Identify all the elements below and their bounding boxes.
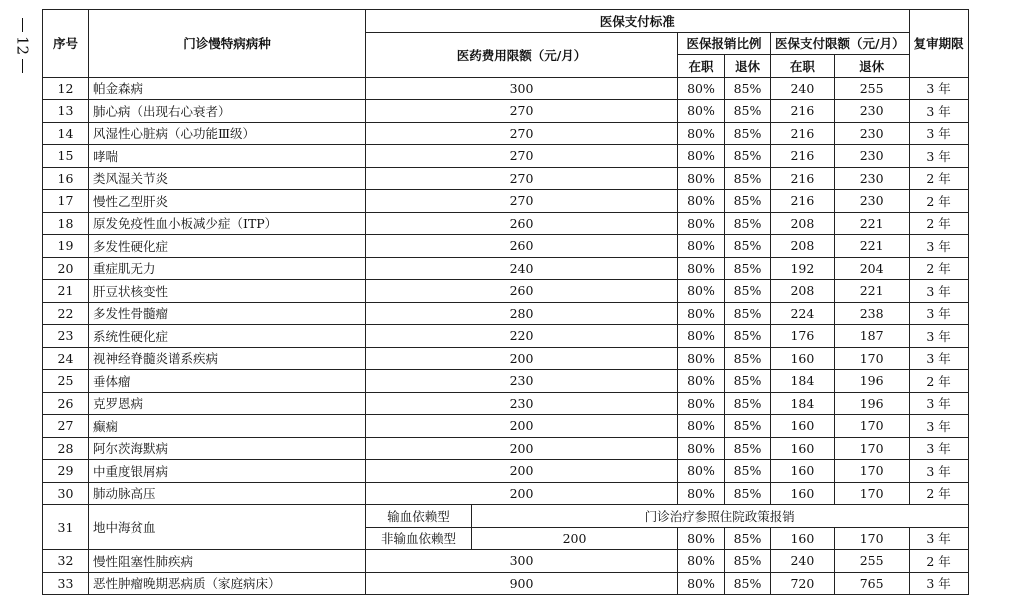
cell-ratio-retired: 85%	[725, 572, 771, 595]
cell-pay-employed: 160	[771, 415, 835, 438]
cell-ratio-employed: 80%	[678, 212, 725, 235]
cell-ratio-retired: 85%	[725, 100, 771, 123]
page-number-dash-bottom	[22, 59, 23, 73]
cell-ratio-employed: 80%	[678, 100, 725, 123]
header-pay-retired: 退休	[834, 55, 909, 78]
cell-pay-retired: 765	[834, 572, 909, 595]
table-row	[43, 257, 969, 280]
cell-pay-retired: 230	[834, 167, 909, 190]
cell-ratio-employed: 80%	[678, 415, 725, 438]
header-review: 复审期限	[909, 10, 968, 78]
cell-review: 2 年	[909, 257, 968, 280]
cell-seq: 24	[43, 347, 89, 370]
header-disease: 门诊慢特病病种	[89, 10, 366, 78]
cell-ratio-employed: 80%	[678, 482, 725, 505]
header-pay-employed: 在职	[771, 55, 835, 78]
cell-limit: 200	[366, 415, 678, 438]
cell-limit: 300	[366, 550, 678, 573]
cell-limit: 270	[366, 100, 678, 123]
cell-ratio-employed: 80%	[678, 460, 725, 483]
cell-pay-retired: 170	[834, 347, 909, 370]
cell-review: 3 年	[909, 145, 968, 168]
cell-ratio-employed: 80%	[678, 167, 725, 190]
header-pay-limit: 医保支付限额（元/月）	[771, 32, 910, 55]
cell-review: 3 年	[909, 100, 968, 123]
cell-seq: 23	[43, 325, 89, 348]
cell-pay-employed: 184	[771, 370, 835, 393]
cell-seq: 25	[43, 370, 89, 393]
cell-pay-retired: 230	[834, 100, 909, 123]
cell-ratio-retired: 85%	[725, 145, 771, 168]
cell-ratio-employed: 80%	[678, 437, 725, 460]
cell-pay-employed: 160	[771, 460, 835, 483]
table-row	[43, 347, 969, 370]
cell-pay-employed: 160	[771, 437, 835, 460]
cell-seq: 13	[43, 100, 89, 123]
cell-pay-employed: 216	[771, 190, 835, 213]
cell-seq: 12	[43, 77, 89, 100]
cell-review: 2 年	[909, 550, 968, 573]
cell-ratio-employed: 80%	[678, 572, 725, 595]
cell-review: 2 年	[909, 482, 968, 505]
cell-disease: 阿尔茨海默病	[89, 437, 366, 460]
cell-pay-retired: 170	[834, 460, 909, 483]
cell-ratio-retired: 85%	[725, 325, 771, 348]
cell-subtype: 非输血依赖型	[366, 527, 472, 550]
cell-ratio-employed: 80%	[678, 77, 725, 100]
header-ratio-retired: 退休	[725, 55, 771, 78]
cell-disease: 风湿性心脏病（心功能Ⅲ级）	[89, 122, 366, 145]
cell-pay-retired: 230	[834, 145, 909, 168]
cell-disease: 重症肌无力	[89, 257, 366, 280]
cell-seq: 22	[43, 302, 89, 325]
table-row	[43, 325, 969, 348]
cell-seq: 27	[43, 415, 89, 438]
page-number-text: 12	[13, 36, 32, 56]
cell-ratio-retired: 85%	[725, 235, 771, 258]
cell-disease: 中重度银屑病	[89, 460, 366, 483]
cell-pay-employed: 176	[771, 325, 835, 348]
cell-disease: 视神经脊髓炎谱系疾病	[89, 347, 366, 370]
cell-review: 3 年	[909, 235, 968, 258]
cell-seq: 15	[43, 145, 89, 168]
cell-disease: 原发免疫性血小板减少症（ITP）	[89, 212, 366, 235]
cell-ratio-retired: 85%	[725, 122, 771, 145]
cell-review: 3 年	[909, 325, 968, 348]
cell-review: 3 年	[909, 392, 968, 415]
cell-pay-employed: 208	[771, 280, 835, 303]
cell-ratio-employed: 80%	[678, 190, 725, 213]
cell-disease: 多发性硬化症	[89, 235, 366, 258]
header-ratio: 医保报销比例	[678, 32, 771, 55]
cell-seq: 30	[43, 482, 89, 505]
cell-pay-retired: 170	[834, 437, 909, 460]
cell-seq: 20	[43, 257, 89, 280]
cell-limit: 270	[366, 190, 678, 213]
cell-pay-retired: 196	[834, 392, 909, 415]
cell-pay-employed: 160	[771, 347, 835, 370]
cell-review: 3 年	[909, 347, 968, 370]
cell-seq: 14	[43, 122, 89, 145]
page-number-dash-top	[22, 18, 23, 32]
cell-review: 3 年	[909, 460, 968, 483]
cell-seq: 26	[43, 392, 89, 415]
cell-ratio-retired: 85%	[725, 550, 771, 573]
cell-ratio-retired: 85%	[725, 527, 771, 550]
table-row	[43, 572, 969, 595]
cell-ratio-employed: 80%	[678, 145, 725, 168]
cell-disease: 慢性乙型肝炎	[89, 190, 366, 213]
cell-ratio-retired: 85%	[725, 77, 771, 100]
cell-pay-retired: 221	[834, 280, 909, 303]
cell-pay-employed: 184	[771, 392, 835, 415]
cell-limit: 200	[366, 347, 678, 370]
cell-ratio-retired: 85%	[725, 460, 771, 483]
cell-pay-employed: 216	[771, 100, 835, 123]
cell-pay-retired: 170	[834, 527, 909, 550]
cell-review: 3 年	[909, 527, 968, 550]
cell-disease: 克罗恩病	[89, 392, 366, 415]
cell-review: 3 年	[909, 122, 968, 145]
table-row	[43, 212, 969, 235]
header-ratio-employed: 在职	[678, 55, 725, 78]
cell-pay-retired: 221	[834, 235, 909, 258]
cell-ratio-employed: 80%	[678, 280, 725, 303]
cell-limit: 260	[366, 212, 678, 235]
cell-disease: 系统性硬化症	[89, 325, 366, 348]
cell-pay-retired: 255	[834, 550, 909, 573]
cell-ratio-employed: 80%	[678, 325, 725, 348]
cell-ratio-retired: 85%	[725, 392, 771, 415]
cell-review: 2 年	[909, 370, 968, 393]
cell-seq: 21	[43, 280, 89, 303]
table-row	[43, 167, 969, 190]
cell-disease: 地中海贫血	[89, 505, 366, 550]
cell-limit: 230	[366, 392, 678, 415]
cell-review: 3 年	[909, 280, 968, 303]
cell-limit: 270	[366, 167, 678, 190]
table-row	[43, 505, 969, 528]
table-row	[43, 550, 969, 573]
cell-pay-employed: 160	[771, 527, 835, 550]
cell-ratio-retired: 85%	[725, 302, 771, 325]
cell-ratio-employed: 80%	[678, 550, 725, 573]
header-seq: 序号	[43, 10, 89, 78]
cell-limit: 200	[472, 527, 678, 550]
cell-seq: 28	[43, 437, 89, 460]
cell-seq: 18	[43, 212, 89, 235]
cell-review: 3 年	[909, 77, 968, 100]
cell-ratio-retired: 85%	[725, 437, 771, 460]
cell-seq: 31	[43, 505, 89, 550]
cell-ratio-retired: 85%	[725, 347, 771, 370]
table-row	[43, 77, 969, 100]
table-row	[43, 280, 969, 303]
cell-disease: 多发性骨髓瘤	[89, 302, 366, 325]
cell-disease: 垂体瘤	[89, 370, 366, 393]
cell-limit: 260	[366, 235, 678, 258]
cell-pay-employed: 216	[771, 167, 835, 190]
cell-ratio-retired: 85%	[725, 190, 771, 213]
cell-limit: 300	[366, 77, 678, 100]
cell-ratio-retired: 85%	[725, 212, 771, 235]
cell-disease: 恶性肿瘤晚期恶病质（家庭病床）	[89, 572, 366, 595]
cell-ratio-retired: 85%	[725, 280, 771, 303]
header-cost-limit: 医药费用限额（元/月）	[366, 32, 678, 77]
cell-limit: 270	[366, 122, 678, 145]
cell-pay-retired: 230	[834, 122, 909, 145]
cell-limit: 270	[366, 145, 678, 168]
table-row	[43, 122, 969, 145]
cell-ratio-employed: 80%	[678, 527, 725, 550]
cell-limit: 260	[366, 280, 678, 303]
cell-review: 3 年	[909, 415, 968, 438]
cell-review: 2 年	[909, 167, 968, 190]
cell-review: 2 年	[909, 190, 968, 213]
table-row	[43, 482, 969, 505]
cell-seq: 16	[43, 167, 89, 190]
cell-review: 3 年	[909, 302, 968, 325]
insurance-standard-table	[42, 9, 969, 595]
cell-disease: 肝豆状核变性	[89, 280, 366, 303]
cell-ratio-retired: 85%	[725, 257, 771, 280]
cell-subtype: 输血依赖型	[366, 505, 472, 528]
table-row	[43, 392, 969, 415]
cell-limit: 900	[366, 572, 678, 595]
cell-pay-employed: 208	[771, 235, 835, 258]
header-standard: 医保支付标准	[366, 10, 910, 33]
cell-pay-retired: 204	[834, 257, 909, 280]
cell-limit: 220	[366, 325, 678, 348]
cell-review: 3 年	[909, 572, 968, 595]
cell-ratio-employed: 80%	[678, 235, 725, 258]
cell-limit: 240	[366, 257, 678, 280]
cell-disease: 类风湿关节炎	[89, 167, 366, 190]
table-row	[43, 100, 969, 123]
cell-ratio-employed: 80%	[678, 302, 725, 325]
cell-seq: 33	[43, 572, 89, 595]
cell-ratio-employed: 80%	[678, 370, 725, 393]
cell-disease: 肺动脉高压	[89, 482, 366, 505]
table-row	[43, 235, 969, 258]
cell-limit: 280	[366, 302, 678, 325]
table-row	[43, 415, 969, 438]
table-row	[43, 190, 969, 213]
cell-pay-employed: 216	[771, 145, 835, 168]
cell-ratio-employed: 80%	[678, 122, 725, 145]
cell-limit: 200	[366, 460, 678, 483]
cell-pay-employed: 240	[771, 550, 835, 573]
cell-ratio-employed: 80%	[678, 347, 725, 370]
cell-review: 3 年	[909, 437, 968, 460]
cell-pay-employed: 160	[771, 482, 835, 505]
cell-pay-retired: 170	[834, 482, 909, 505]
cell-policy-note: 门诊治疗参照住院政策报销	[472, 505, 969, 528]
cell-seq: 32	[43, 550, 89, 573]
cell-disease: 慢性阻塞性肺疾病	[89, 550, 366, 573]
cell-pay-employed: 208	[771, 212, 835, 235]
cell-ratio-retired: 85%	[725, 415, 771, 438]
cell-ratio-retired: 85%	[725, 482, 771, 505]
cell-pay-retired: 238	[834, 302, 909, 325]
cell-ratio-employed: 80%	[678, 257, 725, 280]
cell-pay-retired: 255	[834, 77, 909, 100]
cell-disease: 肺心病（出现右心衰者）	[89, 100, 366, 123]
cell-disease: 哮喘	[89, 145, 366, 168]
page-number	[12, 18, 32, 73]
cell-seq: 19	[43, 235, 89, 258]
cell-pay-employed: 720	[771, 572, 835, 595]
cell-ratio-retired: 85%	[725, 370, 771, 393]
cell-pay-employed: 216	[771, 122, 835, 145]
cell-seq: 29	[43, 460, 89, 483]
cell-limit: 200	[366, 437, 678, 460]
cell-pay-retired: 187	[834, 325, 909, 348]
table-row	[43, 145, 969, 168]
cell-pay-retired: 196	[834, 370, 909, 393]
cell-pay-retired: 221	[834, 212, 909, 235]
cell-review: 2 年	[909, 212, 968, 235]
table-row	[43, 370, 969, 393]
table-row	[43, 302, 969, 325]
cell-limit: 230	[366, 370, 678, 393]
table-row	[43, 437, 969, 460]
cell-disease: 癫痫	[89, 415, 366, 438]
cell-seq: 17	[43, 190, 89, 213]
table-row	[43, 460, 969, 483]
cell-limit: 200	[366, 482, 678, 505]
cell-pay-employed: 192	[771, 257, 835, 280]
cell-pay-employed: 240	[771, 77, 835, 100]
cell-ratio-employed: 80%	[678, 392, 725, 415]
cell-ratio-retired: 85%	[725, 167, 771, 190]
cell-pay-employed: 224	[771, 302, 835, 325]
cell-pay-retired: 170	[834, 415, 909, 438]
cell-disease: 帕金森病	[89, 77, 366, 100]
cell-pay-retired: 230	[834, 190, 909, 213]
